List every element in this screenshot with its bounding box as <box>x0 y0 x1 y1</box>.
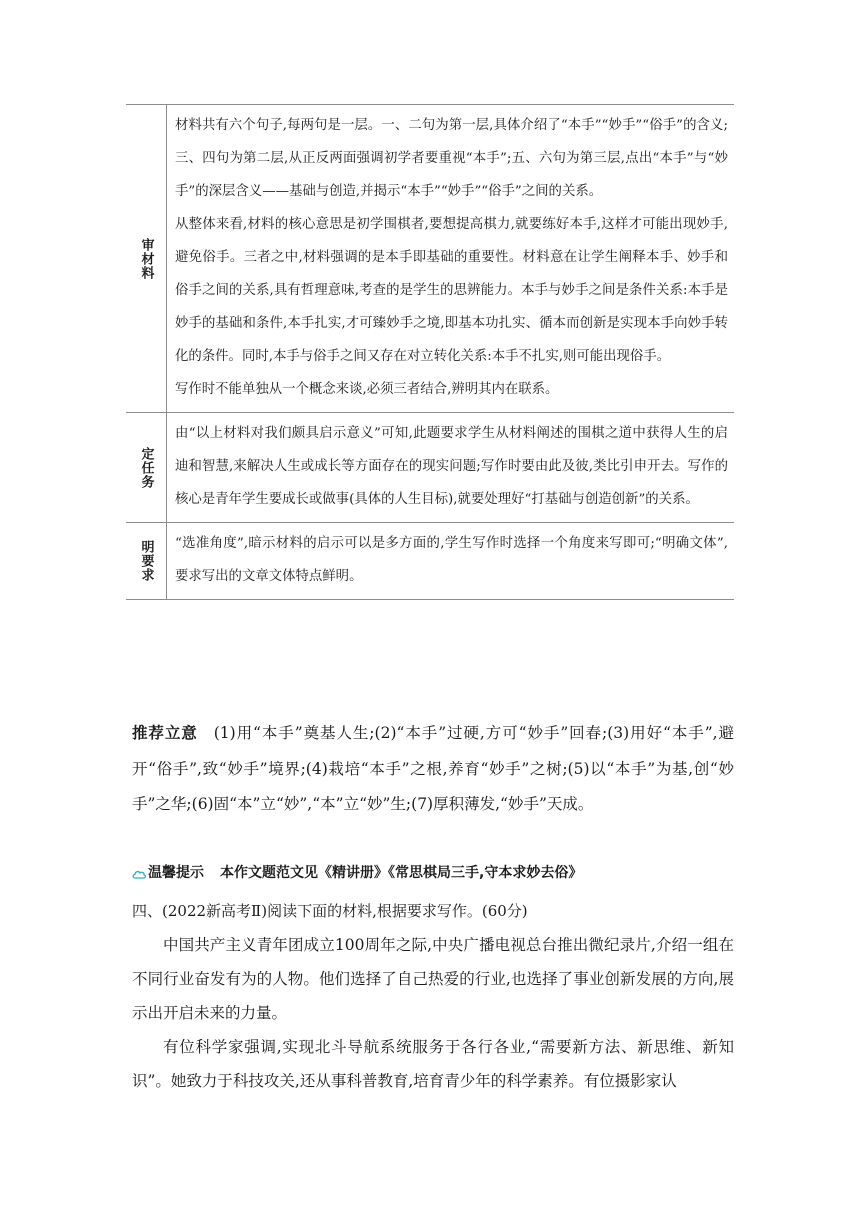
row-label-cell <box>126 413 167 522</box>
recommended-paragraph <box>132 716 734 823</box>
row-label-cell <box>126 105 167 412</box>
content-paragraph: 写作时不能单独从一个概念来谈,必须三者结合,辨明其内在联系。 <box>175 382 559 397</box>
tip-label: 温馨提示 <box>148 865 204 881</box>
row-label: 定任务 <box>138 446 154 489</box>
content-paragraph: 由“以上材料对我们颇具启示意义”可知,此题要求学生从材料阐述的围棋之道中获得人生的启迪和智慧,来解决人生或成长等方面存在的现实问题;写作时要由此及彼,类比引申开去。写作的核心是青年学生要成长或做事(具体的人生目标),就要处理好“打基础与创造创新”的关系。 <box>175 426 728 507</box>
recommended-themes <box>132 716 734 823</box>
content-paragraph: “选准角度”,暗示材料的启示可以是多方面的,学生写作时选择一个角度来写即可;“明确文体”,要求写出的文章文体特点鲜明。 <box>175 536 728 584</box>
tip-line <box>132 862 734 882</box>
row-content <box>167 523 734 599</box>
row-label: 明要求 <box>138 540 154 582</box>
row-content <box>167 105 734 412</box>
question-heading <box>132 898 734 924</box>
passage-paragraph: 有位科学家强调,实现北斗导航系统服务于各行各业,“需要新方法、新思维、新知识”。她致力于科技攻关,还从事科普教育,培育青少年的科学素养。有位摄影家认 <box>132 1038 734 1090</box>
table-row-material <box>126 105 734 413</box>
row-label: 审材料 <box>138 237 154 280</box>
row-content <box>167 413 734 522</box>
table-row-requirement <box>126 523 734 599</box>
recommended-text: (1)用“本手”奠基人生;(2)“本手”过硬,方可“妙手”回春;(3)用好“本手”,避开“俗手”,致“妙手”境界;(4)栽培“本手”之根,养育“妙手”之树;(5)以“本手”为基,创“妙手”之华;(6)固“本”立“妙”,“本”立“妙”生;(7)厚积薄发,“妙手”天成。 <box>132 724 734 813</box>
content-paragraph: 从整体来看,材料的核心意思是初学围棋者,要想提高棋力,就要练好本手,这样才可能出现妙手,避免俗手。三者之中,材料强调的是本手即基础的重要性。材料意在让学生阐释本手、妙手和俗手之间的关系,具有哲理意味,考查的是学生的思辨能力。本手与妙手之间是条件关系:本手是妙手的基础和条件,本手扎实,才可臻妙手之境,即基本功扎实、循本而创新是实现本手向妙手转化的条件。同时,本手与俗手之间又存在对立转化关系:本手不扎实,则可能出现俗手。 <box>175 217 728 364</box>
analysis-table <box>126 104 734 600</box>
tip-text: 本作文题范文见《精讲册》《常思棋局三手,守本求妙去俗》 <box>220 865 583 881</box>
question-title: 四、(2022新高考Ⅱ)阅读下面的材料,根据要求写作。(60分) <box>132 902 528 920</box>
recommended-label: 推荐立意 <box>132 724 198 742</box>
passage-paragraph: 中国共产主义青年团成立100周年之际,中央广播电视总台推出微纪录片,介绍一组在不同行业奋发有为的人物。他们选择了自己热爱的行业,也选择了事业创新发展的方向,展示出开启未来的力量。 <box>132 936 734 1022</box>
reading-passage <box>132 928 734 1098</box>
row-label-cell <box>126 523 167 599</box>
table-row-task <box>126 413 734 523</box>
cloud-icon <box>132 867 146 877</box>
content-paragraph: 材料共有六个句子,每两句是一层。一、二句为第一层,具体介绍了“本手”“妙手”“俗手”的含义;三、四句为第二层,从正反两面强调初学者要重视“本手”;五、六句为第三层,点出“本手”与“妙手”的深层含义——基础与创造,并揭示“本手”“妙手”“俗手”之间的关系。 <box>175 118 728 199</box>
